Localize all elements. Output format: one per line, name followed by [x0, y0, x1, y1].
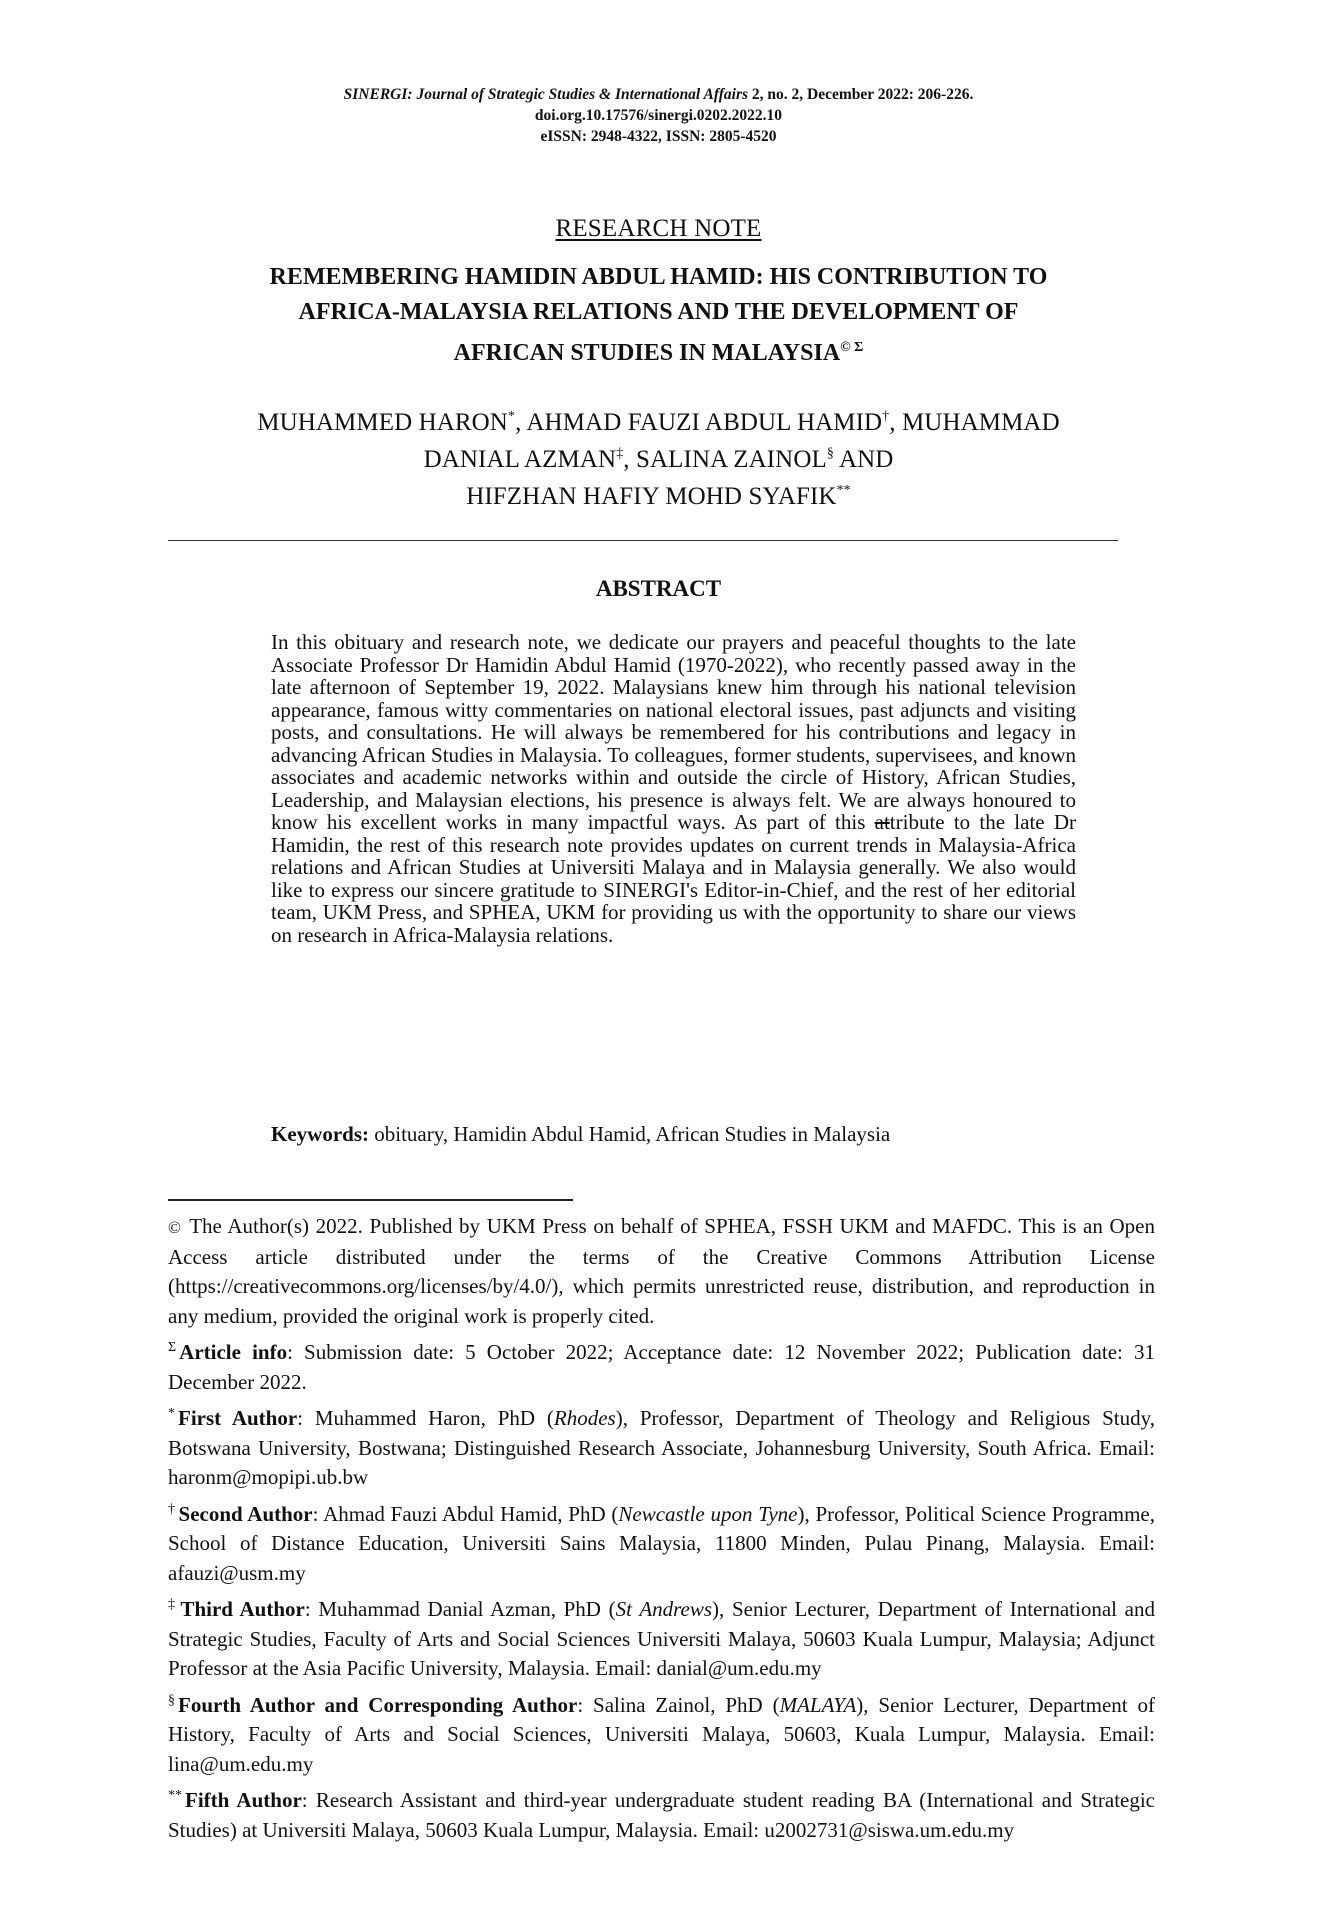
struck-text: at: [874, 810, 890, 834]
journal-details: 2, no. 2, December 2022: 206-226.: [748, 86, 974, 103]
journal-title: SINERGI: Journal of Strategic Studies & International Affairs: [343, 86, 749, 103]
footnote-mark: **: [168, 1788, 182, 1803]
footnotes: [168, 1212, 1155, 1847]
footnote-text: : Salina Zainol, PhD (: [577, 1692, 780, 1717]
footnote-text: ), Professor, Political Science Programme, School of Distance Education, Universiti Sains Malaysia, 11800 Minden, Pulau Pinang, Malaysia. Email: afauzi@usm.my: [168, 1501, 1156, 1585]
footnote-divider: [168, 1199, 573, 1201]
divider: [168, 540, 1118, 541]
footnote-second-author: [168, 1495, 1155, 1589]
footnote-fifth-author: [168, 1781, 1155, 1845]
footnote-article-info: [168, 1333, 1155, 1397]
author-mark: †: [882, 409, 890, 424]
author-mark: §: [826, 446, 834, 461]
footnote-label: First Author: [178, 1406, 298, 1430]
copyright-mark: ©: [168, 1218, 181, 1237]
footnote-mark: Σ: [168, 1340, 177, 1355]
footnote-text: ), Senior Lecturer, Department of History, Faculty of Arts and Social Sciences, Universiti Malaya, 50603, Kuala Lumpur, Malaysia. Email: lina@um.edu.my: [168, 1692, 1156, 1776]
footnote-first-author: [168, 1399, 1155, 1493]
footnote-third-author: [168, 1590, 1155, 1684]
keywords-label: Keywords:: [271, 1122, 369, 1146]
keywords-text: obituary, Hamidin Abdul Hamid, African Studies in Malaysia: [369, 1122, 891, 1146]
title-line-text: AFRICAN STUDIES IN MALAYSIA: [453, 340, 841, 366]
footnote-mark: *: [168, 1406, 175, 1421]
footnote-text: : Ahmad Fauzi Abdul Hamid, PhD (: [312, 1501, 619, 1526]
footnote-institution: Newcastle upon Tyne: [618, 1501, 798, 1526]
author-line: [150, 438, 1167, 475]
footnote-institution: Rhodes: [553, 1406, 616, 1430]
footnote-institution: St Andrews: [615, 1597, 713, 1621]
footnote-text: ), Professor, Department of Theology and Religious Study, Botswana University, Bostwana; Distinguished Research Associate, Johannesburg University, South Africa. Email: haronm@mopipi.ub.bw: [168, 1406, 1156, 1489]
footnote-label: Fifth Author: [185, 1788, 302, 1812]
abstract-text: In this obituary and research note, we dedicate our prayers and peaceful thoughts to the late Associate Professor Dr Hamidin Abdul Hamid (1970-2022), who recently passed away in the late afternoon of September 19, 2022. Malaysians knew him through his national television appearance, famous witty commentaries on national electoral issues, past adjuncts and visiting posts, and consultations. He will always be remembered for his contributions and legacy in advancing African Studies in Malaysia. To colleagues, former students, supervisees, and known associates and academic networks within and outside the circle of History, African Studies, Leadership, and Malaysian elections, his presence is always felt. We are always honoured to know his excellent works in many impactful ways. As part of this: [271, 630, 1076, 834]
title-line: AFRICA-MALAYSIA RELATIONS AND THE DEVELOPMENT OF: [298, 299, 1019, 325]
doi-line: doi.org.10.17576/sinergi.0202.2022.10: [534, 107, 783, 124]
author-list: [150, 401, 1167, 512]
author-line: [150, 401, 1167, 438]
footnote-label: Fourth Author and Corresponding Author: [178, 1692, 578, 1717]
issn-line: eISSN: 2948-4322, ISSN: 2805-4520: [540, 128, 777, 145]
article-title: [170, 260, 1147, 371]
title-line: REMEMBERING HAMIDIN ABDUL HAMID: HIS CONTRIBUTION TO: [269, 264, 1048, 290]
author-line: [150, 475, 1167, 512]
author-name: , MUHAMMAD: [889, 409, 1060, 436]
footnote-text: : Muhammad Danial Azman, PhD (: [304, 1597, 616, 1621]
keywords: [271, 1122, 1076, 1147]
abstract-text: tribute to the late Dr Hamidin, the rest of this research note provides updates on current trends in Malaysia-Africa relations and African Studies at Universiti Malaya and in Malaysia generally. We also would like to express our sincere gratitude to SINERGI's Editor-in-Chief, and the rest of her editorial team, UKM Press, and SPHEA, UKM for providing us with the opportunity to share our views on research in Africa-Malaysia relations.: [271, 810, 1076, 947]
abstract-heading: ABSTRACT: [595, 576, 722, 601]
author-name: , SALINA ZAINOL: [623, 446, 827, 473]
footnote-label: Second Author: [178, 1501, 313, 1526]
author-name: DANIAL AZMAN: [423, 446, 617, 473]
author-mark: ‡: [616, 446, 624, 461]
abstract-body: [271, 631, 1076, 946]
author-connector: AND: [833, 446, 894, 473]
footnote-fourth-author: [168, 1686, 1155, 1780]
footnote-text: ), Senior Lecturer, Department of International and Strategic Studies, Faculty of Arts and Social Sciences Universiti Malaya, 50603 Kuala Lumpur, Malaysia; Adjunct Professor at the Asia Pacific University, Malaysia. Email: danial@um.edu.my: [168, 1597, 1156, 1680]
title-footnote-marks: © Σ: [840, 340, 864, 355]
footnote-label: Third Author: [180, 1597, 305, 1621]
footnote-text: The Author(s) 2022. Published by UKM Press on behalf of SPHEA, FSSH UKM and MAFDC. This is an Open Access article distributed under the terms of the Creative Commons Attribution License (https://creativecommons.org/licenses/by/4.0/), which permits unrestricted reuse, distribution, and reproduction in any medium, provided the original work is properly cited.: [168, 1214, 1155, 1328]
footnote-label: Article info: [179, 1340, 288, 1364]
author-name: MUHAMMED HARON: [257, 409, 508, 436]
author-mark: *: [507, 409, 516, 424]
footnote-mark: ‡: [168, 1597, 178, 1612]
journal-citation: [0, 84, 1317, 105]
footnote-text: : Submission date: 5 October 2022; Acceptance date: 12 November 2022; Publication date: 31 December 2022.: [168, 1340, 1155, 1394]
footnote-copyright: [168, 1212, 1155, 1331]
author-mark: **: [836, 483, 851, 498]
footnote-institution: MALAYA: [779, 1692, 857, 1717]
title-line: [170, 330, 1147, 371]
section-label: RESEARCH NOTE: [555, 215, 762, 242]
footnote-text: : Muhammed Haron, PhD (: [297, 1406, 554, 1430]
journal-header: [0, 84, 1317, 147]
footnote-mark: †: [168, 1501, 176, 1517]
author-name: , AHMAD FAUZI ABDUL HAMID: [515, 409, 883, 436]
footnote-text: : Research Assistant and third-year undergraduate student reading BA (International and Strategic Studies) at Universiti Malaya, 50603 Kuala Lumpur, Malaysia. Email: u2002731@siswa.um.edu.my: [168, 1788, 1156, 1842]
author-name: HIFZHAN HAFIY MOHD SYAFIK: [466, 483, 837, 510]
footnote-mark: §: [168, 1692, 175, 1708]
